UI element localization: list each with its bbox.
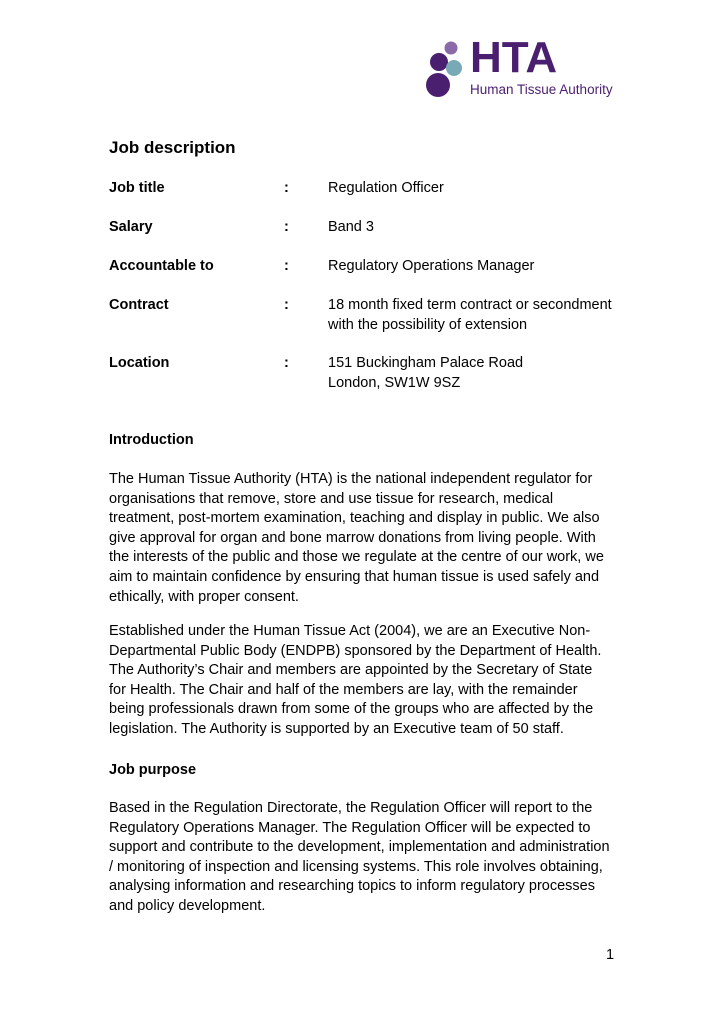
text-line: Regulatory Operations Manager. The Regulation Officer will be expected to <box>109 819 591 836</box>
detail-value: 151 Buckingham Palace Road <box>328 355 524 371</box>
section-heading-introduction: Introduction <box>109 432 194 448</box>
detail-label: Contract <box>109 297 169 313</box>
section-heading-job-purpose: Job purpose <box>109 762 197 778</box>
detail-value: London, SW1W 9SZ <box>328 375 461 391</box>
detail-value: Band 3 <box>328 219 374 235</box>
detail-separator: : <box>284 180 289 196</box>
logo-wordmark: HTA <box>470 33 558 82</box>
text-line: and policy development. <box>109 897 266 914</box>
text-line: support and contribute to the development, implementation and administration <box>109 839 610 856</box>
text-line: the interests of the public and those we regulate at the centre of our work, we <box>109 549 604 566</box>
text-line: give approval for organ and bone marrow donations from living people. With <box>109 529 596 546</box>
text-line: treatment, post-mortem examination, teaching and display in public. We also <box>109 510 600 527</box>
text-line: ethically, with proper consent. <box>109 588 299 605</box>
text-line: The Human Tissue Authority (HTA) is the national independent regulator for <box>109 471 593 487</box>
job-purpose-paragraph-1 <box>109 799 624 917</box>
text-line: The Authority’s Chair and members are appointed by the Secretary of State <box>109 662 593 679</box>
text-line: aim to maintain confidence by ensuring that human tissue is used safely and <box>109 568 600 585</box>
detail-label: Accountable to <box>109 258 214 274</box>
text-line: analysing information and researching topics to inform regulatory processes <box>109 878 595 895</box>
logo-subtitle: Human Tissue Authority <box>470 82 613 97</box>
detail-separator: : <box>284 355 289 371</box>
detail-value: 18 month fixed term contract or secondment <box>328 297 612 313</box>
detail-separator: : <box>284 258 289 274</box>
text-line: organisations that remove, store and use tissue for research, medical <box>109 490 554 507</box>
text-line: being professionals drawn from some of the groups who are affected by the <box>109 701 594 718</box>
detail-label: Salary <box>109 219 153 235</box>
detail-value: Regulation Officer <box>328 180 444 196</box>
text-line: / monitoring of inspection and licensing systems. This role involves obtaining, <box>109 858 603 875</box>
detail-value: with the possibility of extension <box>328 317 528 333</box>
detail-separator: : <box>284 219 289 235</box>
text-line: Established under the Human Tissue Act (2004), we are an Executive Non- <box>109 623 591 639</box>
text-line: Departmental Public Body (ENDPB) sponsored by the Department of Health. <box>109 642 602 659</box>
detail-label: Job title <box>109 180 165 196</box>
text-line: for Health. The Chair and half of the members are lay, with the remainder <box>109 681 578 698</box>
hta-logo-mark-icon <box>426 40 470 102</box>
text-line: Based in the Regulation Directorate, the Regulation Officer will report to the <box>109 800 593 816</box>
introduction-paragraph-1 <box>109 470 624 607</box>
page-title: Job description <box>109 138 236 157</box>
page-number: 1 <box>606 947 615 963</box>
detail-separator: : <box>284 297 289 313</box>
detail-label: Location <box>109 355 170 371</box>
hta-logo <box>426 33 626 102</box>
text-line: legislation. The Authority is supported by an Executive team of 50 staff. <box>109 720 564 737</box>
detail-value: Regulatory Operations Manager <box>328 258 535 274</box>
introduction-paragraph-2 <box>109 622 624 740</box>
